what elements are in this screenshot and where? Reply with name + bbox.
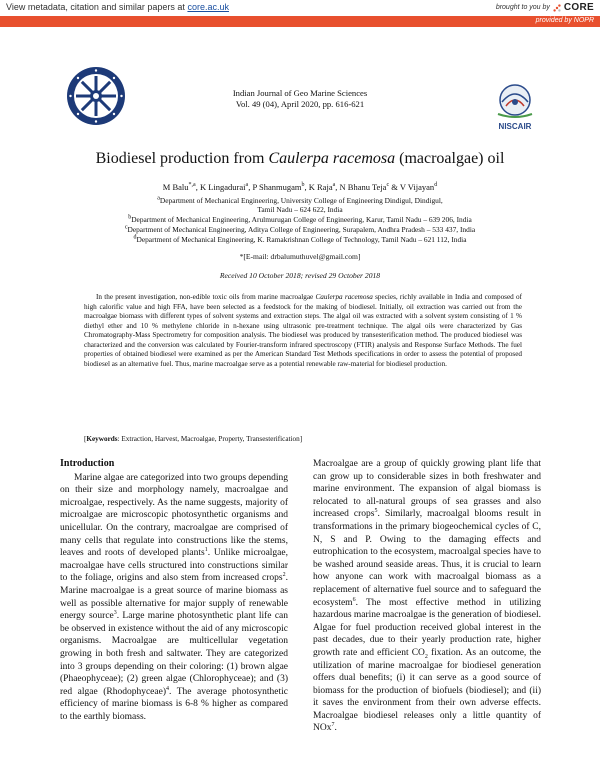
author-5: , N Bhanu Teja <box>335 182 387 192</box>
affiliation-d <box>40 235 560 244</box>
core-ac-uk-link[interactable]: core.ac.uk <box>187 2 229 12</box>
intro-p2-c: . The most effective method in utilizing hazardous marine macroalgae is the generation of biodiesel. Algae for fuel production received global interest in the past decades, due to their yearly production rate, higher growth rate and efficient CO <box>313 597 541 658</box>
brought-by-text: brought to you by <box>495 4 550 11</box>
metadata-link-text <box>6 2 229 12</box>
abstract-part2: species, richly available in India and composed of high calorific value and high FFA, have been selected as a feedstock for the making of biodiesel. Initially, oil extraction was carried out from the macroalgae biomass with different types of solvent systems and extraction steps. The algal oil was extracted with a solvent system consisting of 1 % diethyl ether and 10 % methylene chloride in n-hexane using ultrasonic pre-treatment technique. The algal oils were characterized by Gas Chromatography-Mass Spectrometry for composition analysis. The biodiesel was produced by transesterification method. The produced biodiesel was characterized and the conversion was calculated by Fourier-transform infrared spectroscopy (FTIR) analysis and Response Surface Methods. The fuel properties of obtained biodiesel were examined as per the American Standard Test Methods specifications in order to assess the potential of proposed biodiesel as an alternative fuel. Thus, marine macroalgae serve as a potential renewable raw-material for biodiesel production. <box>84 293 522 368</box>
niscair-logo-icon <box>492 80 538 132</box>
affiliation-a-line1: Department of Mechanical Engineering, University College of Engineering Dindigul, Dindigul, <box>159 196 443 205</box>
keywords-text: : Extraction, Harvest, Macroalgae, Property, Transesterification] <box>117 435 303 443</box>
affiliation-c <box>40 225 560 234</box>
affiliation-c-line: Department of Mechanical Engineering, Aditya College of Engineering, Surapalem, Andhra Pradesh – 533 437, India <box>127 225 476 234</box>
author-4: , K Raja <box>304 182 333 192</box>
intro-p2-a: Macroalgae are a group of quickly growing plant life that can grow up to considerable sizes in both freshwater and marine environment. The expansion of algal biomass is relocated to all-natural groups of sea grasses and also increased crops <box>313 459 541 520</box>
ref-5: 5 <box>374 508 378 515</box>
intro-p1-c: . Marine macroalgae is a great source of marine biomass as well as possible alternative for major supply of renewable energy source <box>60 573 288 622</box>
affiliation-a-line2: Tamil Nadu – 624 622, India <box>257 205 343 214</box>
author-2-sup: a <box>245 182 249 189</box>
affiliation-a <box>40 196 560 214</box>
affiliation-b-sup: b <box>128 214 132 221</box>
csir-emblem-icon <box>66 66 126 126</box>
ref-7: 7 <box>331 722 335 729</box>
author-2: , K Lingadurai <box>195 182 246 192</box>
author-3: , P Shanmugam <box>248 182 302 192</box>
affiliation-b-line: Department of Mechanical Engineering, Arulmurugan College of Engineering, Karur, Tamil Nadu – 639 206, India <box>131 215 472 224</box>
body-column-right <box>313 458 541 735</box>
body-column-left <box>60 458 288 723</box>
keywords-open: [ <box>84 435 87 443</box>
provided-by-bar <box>0 16 600 27</box>
affiliation-c-sup: c <box>124 224 128 231</box>
intro-p1-e: . The average photosynthetic efficiency of marine biomass is 6-8 % higher as compared to the earthly biomass. <box>60 686 288 722</box>
author-1-sup: *,a <box>188 182 196 189</box>
core-logo-text: CORE <box>563 2 594 13</box>
author-5-sup: c <box>386 182 390 189</box>
affiliation-b <box>40 215 560 224</box>
received-dates: Received 10 October 2018; revised 29 October 2018 <box>219 271 381 280</box>
ref-2: 2 <box>282 572 286 579</box>
journal-volume: Vol. 49 (04), April 2020, pp. 616-621 <box>235 99 365 109</box>
intro-p1-d: . Large marine photosynthetic plant life can be observed in existence without the aid of any microscopic organisms. Macroalgae are multicellular vegetation growing in both fresh and saltwater. They are categorized into 3 groups depending on their coloring: (1) brown algae (Phaeophyceae); (2) green algae (Chlorophyceae); and (3) red algae (Rhodophyceae) <box>60 611 288 697</box>
affiliation-d-line: Department of Mechanical Engineering, K. Ramakrishnan College of Technology, Tamil Nadu – 621 112, India <box>136 235 467 244</box>
paper-title <box>0 150 600 168</box>
abstract <box>84 293 522 369</box>
keywords-label: Keywords <box>86 435 118 443</box>
intro-p1-b: . Unlike microalgae, macroalgae have cells structured into constructions similar to the foliage, origins and also stem from increased crops <box>60 548 288 584</box>
author-6-sup: d <box>434 182 438 189</box>
brought-by[interactable] <box>496 2 594 13</box>
metadata-text: View metadata, citation and similar papers at <box>6 2 188 12</box>
abstract-part1: In the present investigation, non-edible toxic oils from marine macroalgae <box>96 293 316 301</box>
author-4-sup: a <box>332 182 336 189</box>
keywords <box>84 435 522 443</box>
title-pre: Biodiesel production from <box>95 150 269 167</box>
title-species: Caulerpa racemosa <box>268 150 396 167</box>
provided-by-text: provided by NOPR <box>535 17 594 24</box>
author-list <box>0 182 600 192</box>
intro-p2-e: . <box>334 723 337 734</box>
affiliation-d-sup: d <box>133 234 137 241</box>
core-banner-main <box>0 0 600 16</box>
ref-1: 1 <box>204 547 208 553</box>
ref-3: 3 <box>113 609 117 616</box>
corresponding-email: *[E-mail: drbalumuthuvel@gmail.com] <box>239 252 361 261</box>
core-logo-icon <box>553 4 561 12</box>
ref-6: 6 <box>352 596 356 603</box>
niscair-logo-text: NISCAIR <box>498 122 532 131</box>
journal-name: Indian Journal of Geo Marine Sciences <box>232 88 368 98</box>
intro-p2-d: fixation. As an outcome, the utilization of marine macroalgae for biodiesel generation offers dual benefits; (i) it can serve as a good source of biomass for the production of biofuels (biodiesel); and (ii) it saves the environment from their own adverse effects. Macroalgae biodiesel releases only a little quantity of NOx <box>313 647 541 734</box>
author-6: & V Vijayan <box>389 182 435 192</box>
abstract-species: Caulerpa racemosa <box>315 293 373 301</box>
intro-p1-a: Marine algae are categorized into two groups depending on their size and morphology namely, macroalgae and microalgae, respectively. As the name suggests, majority of microalgae are microscopic photosynthetic organisms and unicellular. On the contrary, macroalgae are comprised of many cells that regulate into constructions like the stems, leaves and roots of developed plants <box>60 472 288 559</box>
author-3-sup: b <box>301 182 305 189</box>
intro-paragraph-1 <box>60 472 288 724</box>
ref-4: 4 <box>166 685 169 692</box>
section-heading-introduction: Introduction <box>60 458 115 469</box>
author-1: M Balu <box>162 182 189 192</box>
journal-info <box>200 88 400 110</box>
affiliation-a-sup: a <box>157 195 160 202</box>
core-banner <box>0 0 600 27</box>
co2-subscript: 2 <box>424 653 428 660</box>
title-post: (macroalgae) oil <box>395 150 505 167</box>
intro-p2-b: . Similarly, macroalgal blooms result in transformations in the primary biogeochemical cycles of C, N, S and P. Owing to the damaging effects and eutrophication to the ecosystem, macroalgal species have to be washed around seaside areas. Thus, it is crucial to learn how anyone can work with macroalgal biomass as a replacement of alternative fuel source and to safeguard the ecosystem <box>313 509 541 608</box>
intro-paragraph-2 <box>313 458 541 735</box>
